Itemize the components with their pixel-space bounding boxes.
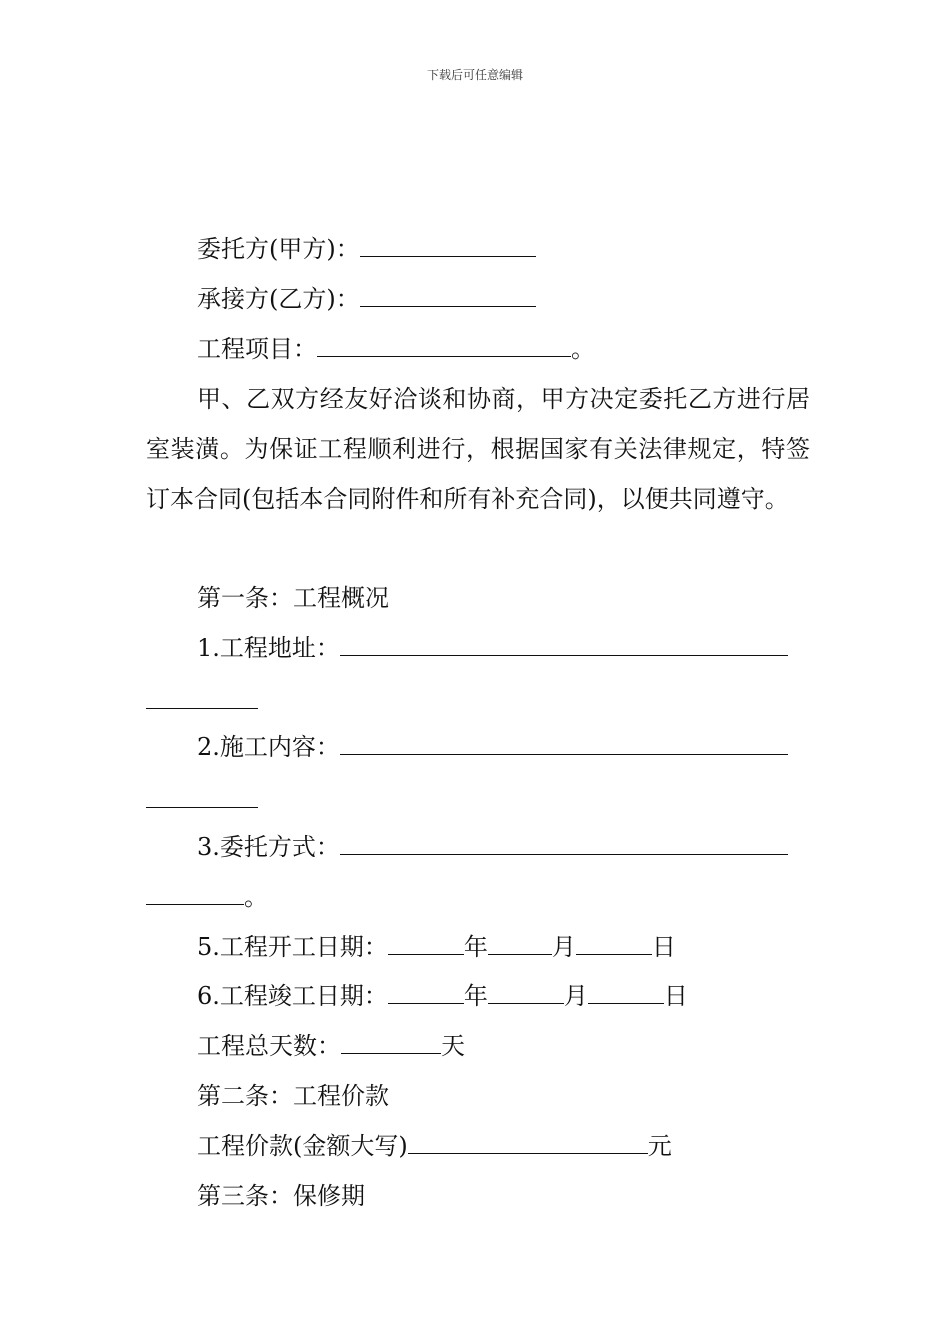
end-month-unit: 月 xyxy=(563,982,588,1010)
start-day-blank[interactable] xyxy=(576,932,652,955)
party-b-blank[interactable] xyxy=(360,284,536,307)
party-a-label: 委托方(甲方)： xyxy=(197,235,360,263)
start-day-unit: 日 xyxy=(651,933,676,961)
price-unit: 元 xyxy=(647,1132,672,1160)
page-header: 下载后可任意编辑 xyxy=(426,68,523,82)
item2-label: 2.施工内容： xyxy=(197,733,340,761)
project-blank[interactable] xyxy=(317,334,571,357)
intro-paragraph: 甲、乙双方经友好洽谈和协商，甲方决定委托乙方进行居室装潢。为保证工程顺利进行，根据国家有关法律规定，特签订本合同(包括本合同附件和所有补充合同)，以便共同遵守。 xyxy=(146,385,810,513)
end-day-blank[interactable] xyxy=(588,981,664,1004)
start-year-unit: 年 xyxy=(463,933,488,961)
item3-blank-continued[interactable] xyxy=(146,882,244,905)
article2-title: 第二条：工程价款 xyxy=(197,1082,389,1110)
item6-line xyxy=(197,981,688,1011)
item1-blank[interactable] xyxy=(340,633,788,656)
item5-line xyxy=(197,932,676,962)
party-b-line xyxy=(197,284,536,314)
end-month-blank[interactable] xyxy=(488,981,564,1004)
item3-continued-line xyxy=(146,882,268,912)
item1-blank-continued[interactable] xyxy=(146,708,258,709)
price-blank[interactable] xyxy=(408,1131,648,1154)
article3-title: 第三条：保修期 xyxy=(197,1182,365,1210)
end-year-blank[interactable] xyxy=(388,981,464,1004)
days-unit: 天 xyxy=(441,1032,465,1060)
party-a-blank[interactable] xyxy=(360,234,536,257)
item3-label: 3.委托方式： xyxy=(197,833,340,861)
item1-line xyxy=(197,633,788,663)
item2-blank[interactable] xyxy=(340,732,788,755)
item2-blank-continued[interactable] xyxy=(146,807,258,808)
item6-label: 6.工程竣工日期： xyxy=(197,982,388,1010)
item3-period: 。 xyxy=(244,883,268,911)
total-days-line xyxy=(197,1031,465,1061)
end-day-unit: 日 xyxy=(663,982,688,1010)
start-month-unit: 月 xyxy=(551,933,576,961)
project-label: 工程项目： xyxy=(197,335,317,363)
price-line xyxy=(197,1131,672,1161)
price-label: 工程价款(金额大写) xyxy=(197,1132,408,1160)
item5-label: 5.工程开工日期： xyxy=(197,933,388,961)
item2-line xyxy=(197,732,788,762)
total-days-label: 工程总天数： xyxy=(197,1032,341,1060)
party-a-line xyxy=(197,234,536,264)
item3-blank[interactable] xyxy=(340,832,788,855)
article1-title: 第一条：工程概况 xyxy=(197,584,389,612)
end-year-unit: 年 xyxy=(463,982,488,1010)
project-period: 。 xyxy=(571,335,595,363)
start-year-blank[interactable] xyxy=(388,932,464,955)
item3-line xyxy=(197,832,788,862)
project-line xyxy=(197,334,595,364)
total-days-blank[interactable] xyxy=(341,1031,441,1054)
item1-label: 1.工程地址： xyxy=(197,634,340,662)
party-b-label: 承接方(乙方)： xyxy=(197,285,360,313)
start-month-blank[interactable] xyxy=(488,932,552,955)
